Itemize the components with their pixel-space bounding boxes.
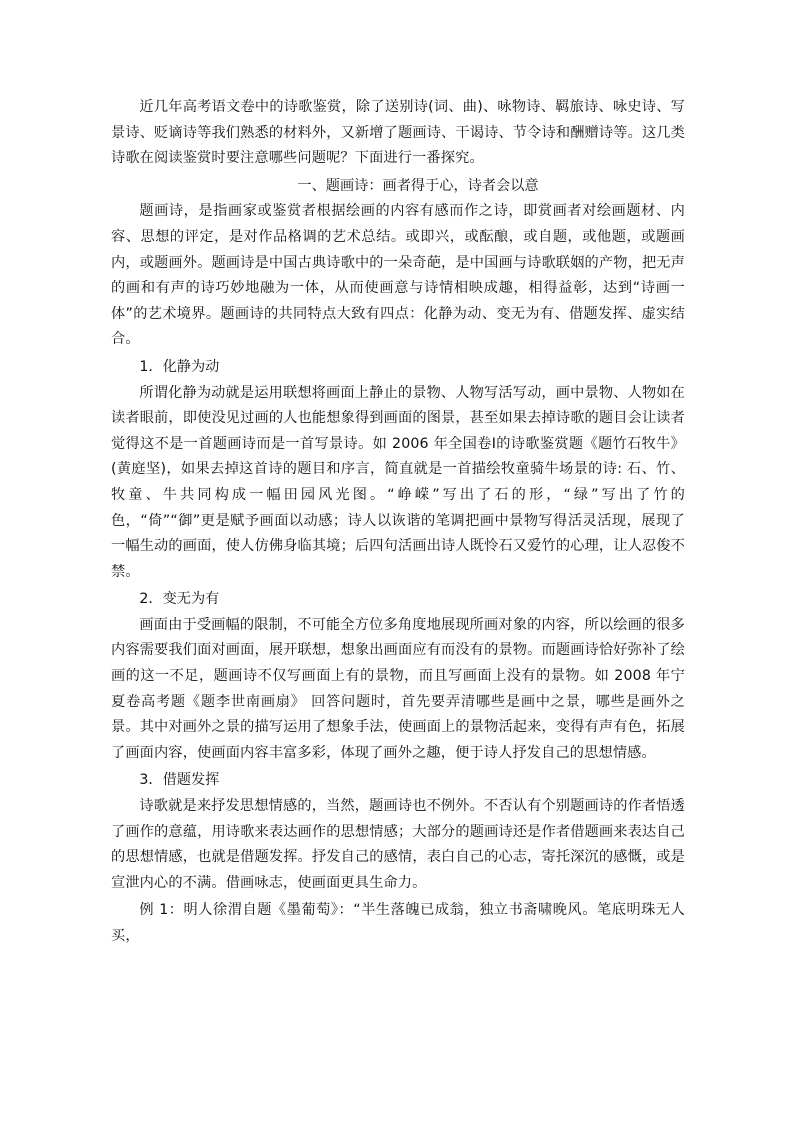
example1-paragraph: 例 1：明人徐渭自题《墨葡萄》：“半生落魄已成翁，独立书斋啸晚风。笔底明珠无人买， xyxy=(111,902,685,944)
document-page xyxy=(111,95,685,950)
point2-title: 2．变无为有 xyxy=(139,591,220,608)
point2-paragraph: 画面由于受画幅的限制，不可能全方位多角度地展现所画对象的内容，所以绘画的很多内容需要我们面对画面，展开联想，想象出画面应有而没有的景物。而题画诗恰好弥补了绘画的这一不足，题画诗不仅写画面上有的景物，而且写画面上没有的景物。如 2008 年宁夏卷高考题《题李世南画扇》 回答问题时，首先要弄清哪些是画中之景，哪些是画外之景。其中对画外之景的描写运用了想象手法，使画面上的景物活起来，变得有声有色，拓展了画面内容，使画面内容丰富多彩，体现了画外之趣，便于诗人抒发自己的思想情感。 xyxy=(111,616,685,761)
section1-paragraph: 题画诗，是指画家或鉴赏者根据绘画的内容有感而作之诗，即赏画者对绘画题材、内容、思想的评定，是对作品格调的艺术总结。或即兴，或酝酿，或自题，或他题，或题画内，或题画外。题画诗是中国古典诗歌中的一朵奇葩，是中国画与诗歌联姻的产物，把无声的画和有声的诗巧妙地融为一体，从而使画意与诗情相映成趣，相得益彰，达到“诗画一体”的艺术境界。题画诗的共同特点大致有四点：化静为动、变无为有、借题发挥、虚实结合。 xyxy=(111,203,685,348)
point3-title: 3．借题发挥 xyxy=(139,772,220,789)
intro-paragraph: 近几年高考语文卷中的诗歌鉴赏，除了送别诗(词、曲)、咏物诗、羁旅诗、咏史诗、写景诗、贬谪诗等我们熟悉的材料外，又新增了题画诗、干谒诗、节令诗和酬赠诗等。这几类诗歌在阅读鉴赏时要注意哪些问题呢？下面进行一番探究。 xyxy=(111,99,685,167)
section-title-ti-hua-shi: 一、题画诗：画者得于心，诗者会以意 xyxy=(297,177,539,194)
point3-paragraph: 诗歌就是来抒发思想情感的，当然，题画诗也不例外。不否认有个别题画诗的作者悟透了画作的意蕴，用诗歌来表达画作的思想情感；大部分的题画诗还是作者借题画来表达自己的思想情感，也就是借题发挥。抒发自己的感情，表白自己的心志，寄托深沉的感慨，或是宣泄内心的不满。借画咏志，使画面更具生命力。 xyxy=(111,798,685,891)
point1-title: 1．化静为动 xyxy=(139,358,220,375)
point1-paragraph: 所谓化静为动就是运用联想将画面上静止的景物、人物写活写动，画中景物、人物如在读者眼前，即使没见过画的人也能想象得到画面的图景，甚至如果去掉诗歌的题目会让读者觉得这不是一首题画诗而是一首写景诗。如 2006 年全国卷Ⅰ的诗歌鉴赏题《题竹石牧牛》(黄庭坚)，如果去掉这首诗的题目和序言，简直就是一首描绘牧童骑牛场景的诗: 石、竹、牧童、牛共同构成一幅田园风光图。“峥嵘”写出了石的形，“绿”写出了竹的色，“倚”“御”更是赋予画面以动感；诗人以诙谐的笔调把画中景物写得活灵活现，展现了一幅生动的画面，使人仿佛身临其境；后四句活画出诗人既怜石又爱竹的心理，让人忍俊不禁。 xyxy=(111,384,685,580)
